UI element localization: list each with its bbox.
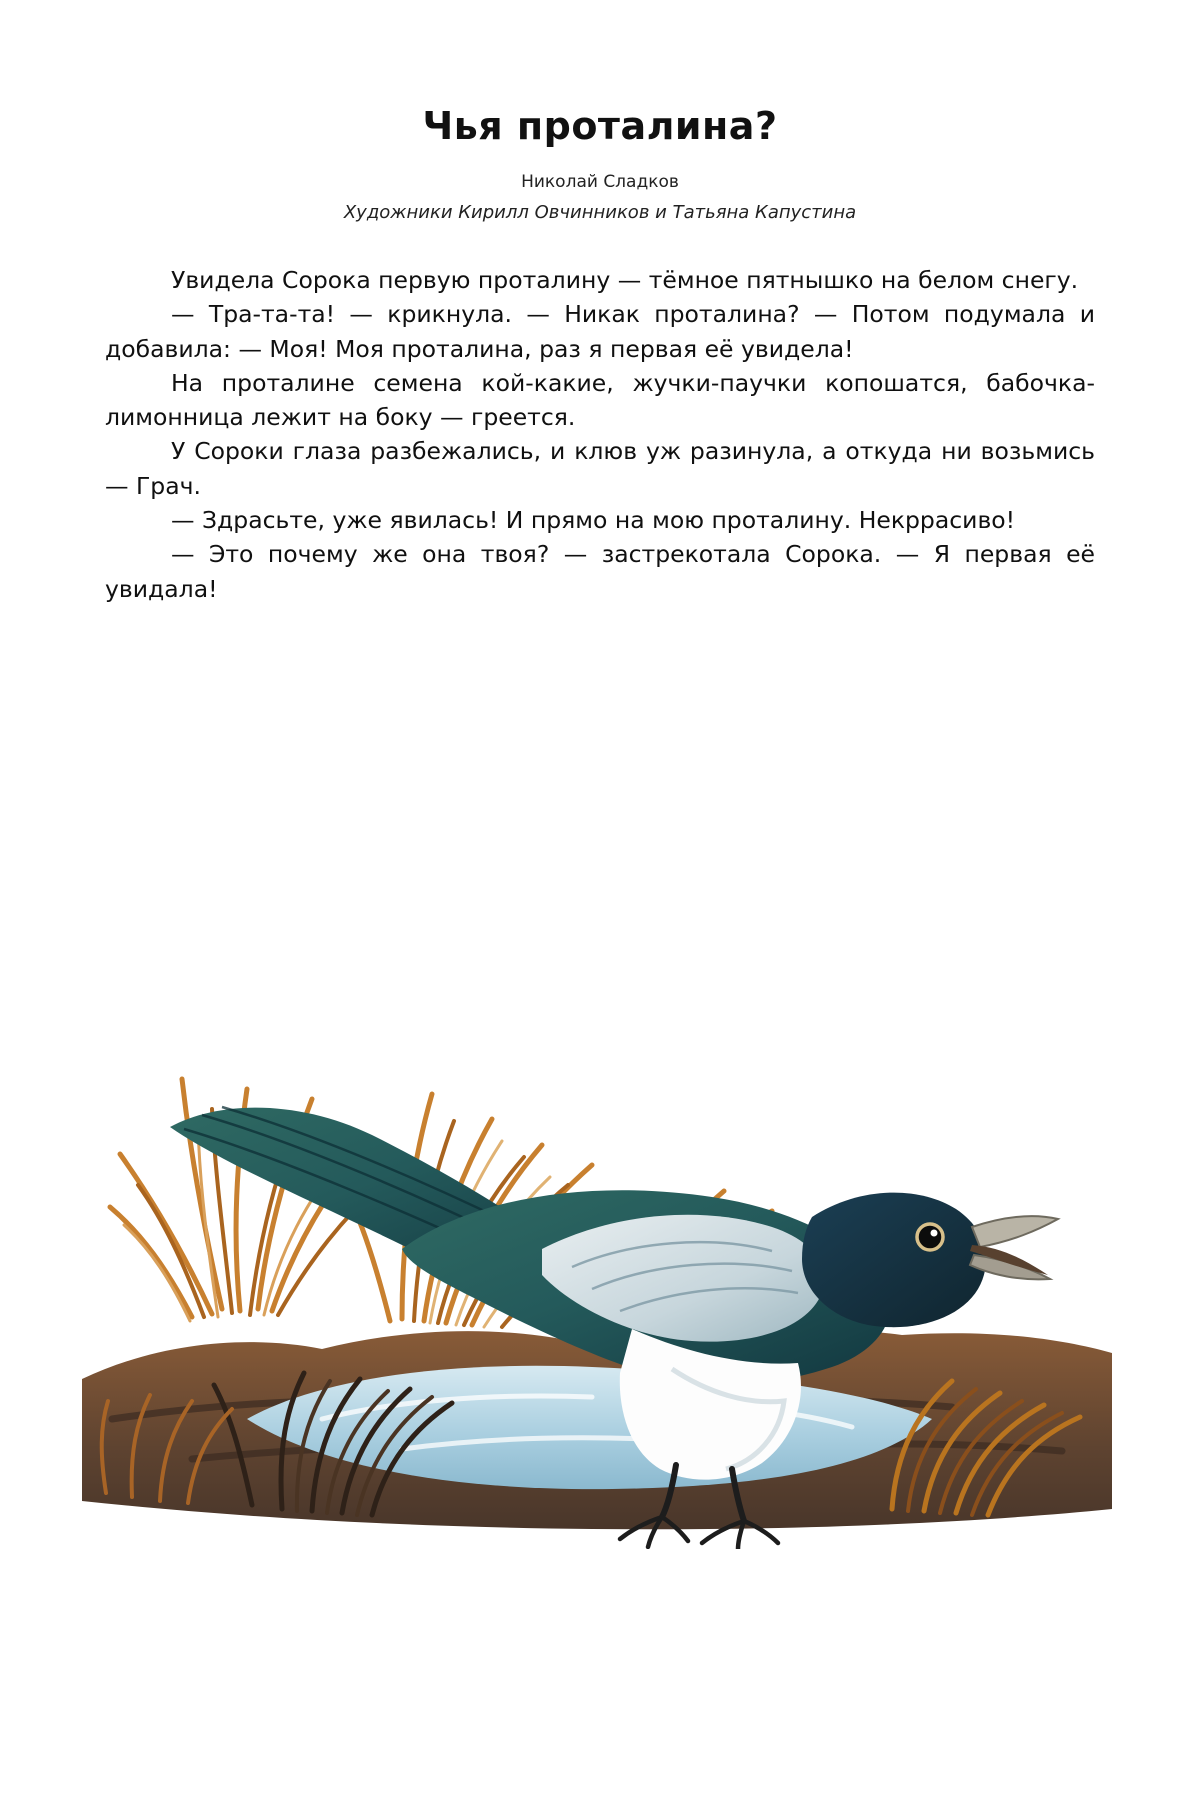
magpie-head [802,1193,986,1328]
story-paragraph: Увидела Сорока первую проталину — тёмное пятнышко на белом снегу. [171,266,1079,294]
story-body [105,263,1095,606]
document-page [0,104,1200,1800]
page-title: Чья проталина? [422,104,778,148]
story-paragraph: На проталине семена кой-какие, жучки-паучки копошатся, бабочка-лимонница лежит на боку — греется. [105,368,1095,432]
story-paragraph: — Это почему же она твоя? — застрекотала Сорока. — Я первая её увидала! [105,540,1095,603]
magpie-eye-highlight [931,1230,938,1237]
story-paragraph: — Тра-та-та! — крикнула. — Никак проталина? — Потом подумала и добавила: — Моя! Моя проталина, раз я первая её увидела! [105,300,1095,363]
magpie-illustration [72,949,1122,1549]
illustrators-credit: Художники Кирилл Овчинников и Татьяна Капустина [343,202,857,223]
author-name: Николай Сладков [521,172,679,192]
story-paragraph: — Здрасьте, уже явилась! И прямо на мою проталину. Некррасиво! [171,506,1016,535]
story-paragraph: У Сороки глаза разбежались, и клюв уж разинула, а откуда ни возьмись — Грач. [105,437,1095,500]
